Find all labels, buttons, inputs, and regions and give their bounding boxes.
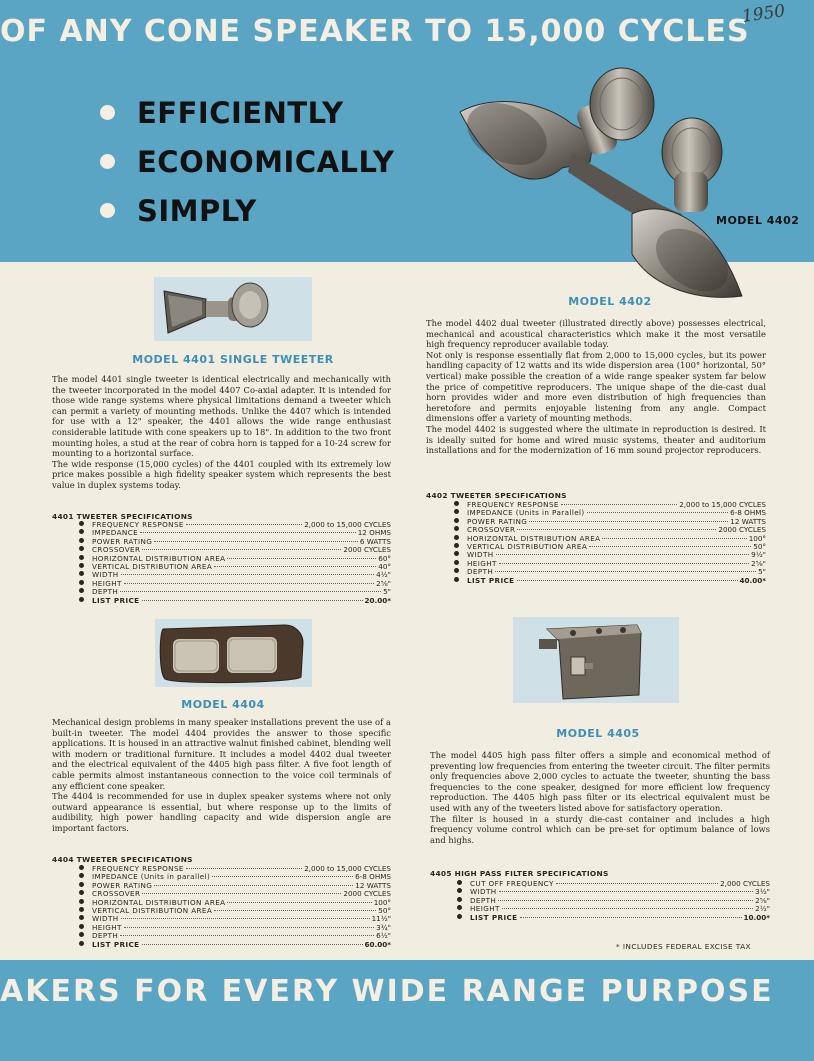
bullet-dot-icon: [457, 897, 462, 902]
spec-value: 12 WATTS: [355, 880, 391, 890]
spec-value: 6 WATTS: [359, 536, 391, 546]
dot-leader: [120, 935, 374, 936]
model-4402-spec-list: [454, 501, 766, 585]
spec-value: 100°: [748, 533, 766, 543]
filter-4405-photo: [513, 617, 679, 703]
bullet-dot-icon: [454, 568, 459, 573]
spec-label: WIDTH: [92, 914, 119, 924]
model-4405-description: The model 4405 high pass filter offers a simple and economical method of preventing low frequencies from entering the tweeter circuit. The filter permits only frequencies above 2,000 cycles to actuate the tweeter, shunting the bass frequencies to the cone speaker, designed for more efficient low frequency reproduction. The 4405 high pass filter or its electrical equivalent must be used with any of the tweeters listed above for satisfactory operation. The filter is housed in a sturdy die-cast container and includes a high frequency volume control which can be pre-set for optimum balance of lows and highs.: [430, 750, 770, 845]
bullet-economically: ECONOMICALLY: [100, 137, 394, 186]
spec-label: VERTICAL DISTRIBUTION AREA: [467, 541, 588, 551]
bullet-dot-icon: [79, 529, 84, 534]
spec-label: HORIZONTAL DISTRIBUTION AREA: [467, 533, 601, 543]
spec-label: DEPTH: [470, 895, 497, 905]
bullet-dot-icon: [100, 154, 115, 169]
model-4401-spec-list: [79, 521, 391, 605]
spec-row: [454, 560, 766, 568]
dot-leader: [496, 554, 750, 555]
dot-leader: [561, 504, 677, 505]
dot-leader: [154, 541, 358, 542]
spec-label: HORIZONTAL DISTRIBUTION AREA: [92, 553, 226, 563]
handwritten-year-note: 1950: [740, 1, 787, 27]
bullet-dot-icon: [454, 543, 459, 548]
dot-leader: [214, 910, 376, 911]
spec-value: 3½": [755, 887, 770, 897]
spec-label: FREQUENCY RESPONSE: [92, 864, 184, 873]
spec-value: 2½": [755, 904, 770, 914]
dot-leader: [227, 902, 371, 903]
spec-row: [457, 880, 770, 888]
model-4402-title: MODEL 4402: [568, 295, 652, 308]
benefit-bullets: [100, 88, 394, 235]
spec-row: [79, 941, 391, 949]
dot-leader: [212, 876, 353, 877]
model-4401-title: MODEL 4401 SINGLE TWEETER: [132, 353, 334, 366]
model-4401-spec-title: 4401 TWEETER SPECIFICATIONS: [52, 512, 193, 521]
bullet-dot-icon: [79, 555, 84, 560]
spec-value: 2000 CYCLES: [343, 889, 391, 899]
spec-value: 9½": [751, 550, 766, 560]
dot-leader: [142, 893, 341, 894]
bullet-dot-icon: [79, 563, 84, 568]
spec-value: 40°: [378, 561, 391, 571]
bullet-dot-icon: [79, 924, 84, 929]
hero-model-label: MODEL 4402: [716, 214, 800, 227]
spec-value: 2,000 CYCLES: [720, 879, 770, 888]
dot-leader: [520, 917, 742, 918]
spec-value: 4½": [376, 570, 391, 580]
spec-value: 2⅝": [376, 578, 391, 588]
bullet-dot-icon: [79, 597, 84, 602]
dot-leader: [142, 944, 363, 945]
spec-value: 60.00*: [364, 939, 391, 949]
spec-label: HORIZONTAL DISTRIBUTION AREA: [92, 897, 226, 907]
top-banner: [0, 0, 814, 262]
dot-leader: [529, 521, 728, 522]
bullet-dot-icon: [79, 865, 84, 870]
bullet-dot-icon: [79, 899, 84, 904]
spec-row: [79, 597, 391, 605]
spec-row: [79, 907, 391, 915]
model-4405-spec-title: 4405 HIGH PASS FILTER SPECIFICATIONS: [430, 869, 609, 878]
spec-value: 3¾": [376, 922, 391, 932]
bullet-dot-icon: [79, 538, 84, 543]
dot-leader: [502, 908, 753, 909]
spec-row: [79, 580, 391, 588]
spec-label: VERTICAL DISTRIBUTION AREA: [92, 905, 213, 915]
dot-leader: [120, 591, 381, 592]
dot-leader: [154, 885, 353, 886]
model-4402-spec-title: 4402 TWEETER SPECIFICATIONS: [426, 491, 567, 500]
spec-label: HEIGHT: [92, 578, 122, 588]
bullet-dot-icon: [79, 873, 84, 878]
dot-leader: [556, 883, 718, 884]
bullet-dot-icon: [79, 882, 84, 887]
spec-value: 2,000 to 15,000 CYCLES: [304, 864, 391, 873]
dot-leader: [589, 546, 751, 547]
spec-label: WIDTH: [92, 570, 119, 580]
spec-row: [79, 915, 391, 923]
bullet-simply: SIMPLY: [100, 186, 394, 235]
bullet-dot-icon: [454, 518, 459, 523]
bullet-dot-icon: [454, 526, 459, 531]
bullet-efficiently: EFFICIENTLY: [100, 88, 394, 137]
bullet-dot-icon: [454, 509, 459, 514]
bullet-dot-icon: [457, 905, 462, 910]
bullet-dot-icon: [454, 577, 459, 582]
spec-row: [457, 897, 770, 905]
dual-tweeter-4402-image: [452, 64, 752, 304]
bullet-dot-icon: [100, 105, 115, 120]
spec-label: POWER RATING: [467, 516, 528, 526]
spec-row: [79, 924, 391, 932]
spec-label: IMPEDANCE (Units in parallel): [92, 872, 211, 882]
spec-row: [79, 571, 391, 579]
spec-value: 40.00*: [739, 575, 766, 585]
dot-leader: [142, 549, 341, 550]
bullet-dot-icon: [454, 535, 459, 540]
dot-leader: [227, 558, 376, 559]
dot-leader: [124, 927, 374, 928]
spec-label: DEPTH: [467, 567, 494, 577]
spec-value: 2,000 to 15,000 CYCLES: [304, 520, 391, 529]
dot-leader: [140, 532, 356, 533]
spec-label: LIST PRICE: [470, 912, 518, 922]
bullet-dot-icon: [79, 588, 84, 593]
model-4405-title: MODEL 4405: [556, 727, 640, 740]
dot-leader: [142, 600, 363, 601]
bullet-dot-icon: [79, 907, 84, 912]
tweeter-4401-photo: [154, 277, 312, 341]
spec-label: LIST PRICE: [467, 575, 515, 585]
model-4405-spec-list: [457, 880, 770, 922]
spec-value: 6-8 OHMS: [730, 508, 766, 518]
spec-row: [454, 543, 766, 551]
spec-value: 2000 CYCLES: [718, 525, 766, 535]
spec-value: 6½": [376, 931, 391, 941]
bullet-dot-icon: [457, 914, 462, 919]
spec-value: 5": [383, 587, 391, 597]
spec-value: 50°: [378, 905, 391, 915]
dot-leader: [186, 524, 302, 525]
spec-value: 2⅝": [751, 558, 766, 568]
spec-label: DEPTH: [92, 931, 119, 941]
spec-label: HEIGHT: [92, 922, 122, 932]
spec-row: [457, 914, 770, 922]
spec-label: FREQUENCY RESPONSE: [92, 520, 184, 529]
dot-leader: [121, 574, 375, 575]
spec-label: CROSSOVER: [92, 889, 141, 899]
spec-value: 11½": [371, 914, 391, 924]
dot-leader: [499, 891, 754, 892]
bullet-dot-icon: [79, 571, 84, 576]
spec-value: 20.00*: [364, 595, 391, 605]
dot-leader: [517, 580, 738, 581]
model-4404-description: Mechanical design problems in many speaker installations prevent the use of a built-in tweeter. The model 4404 provides the answer to those specific applications. It is housed in an attractive walnut finished cabinet, blending well with modern or traditional furniture. It includes a model 4402 dual tweeter and the electrical equivalent of the 4405 high pass filter. A five foot length of cable permits almost instantaneous connection to the voice coil terminals of any efficient cone speaker. The 4404 is recommended for use in duplex speaker systems where not only outward appearance is essential, but where response up to the limits of audibility, high power handling capacity and wide dispersion angle are important factors.: [52, 717, 391, 833]
model-4404-spec-title: 4404 TWEETER SPECIFICATIONS: [52, 855, 193, 864]
dot-leader: [499, 563, 749, 564]
spec-label: VERTICAL DISTRIBUTION AREA: [92, 561, 213, 571]
model-4404-spec-list: [79, 865, 391, 949]
bullet-dot-icon: [79, 915, 84, 920]
bullet-dot-icon: [79, 580, 84, 585]
dot-leader: [214, 566, 376, 567]
model-4401-description: The model 4401 single tweeter is identical electrically and mechanically with the tweeter incorporated in the model 4407 Co-axial adapter. It is intended for those wide range systems where physical limitations demand a tweeter which can permit a variety of mounting methods. Unlike the 4407 which is intended for use with a 12" speaker, the 4401 allows the wide range enthusiast considerable latitude with cone speakers up to 18". In addition to the two front mounting holes, a stud at the rear of cobra horn is tapped for a 10-24 screw for mounting to a horizontal surface. The wide response (15,000 cycles) of the 4401 coupled with its extremely low price makes possible a high fidelity speaker system which represents the best value in duplex systems today.: [52, 374, 391, 490]
spec-label: LIST PRICE: [92, 595, 140, 605]
bullet-dot-icon: [454, 551, 459, 556]
spec-row: [454, 551, 766, 559]
bullet-dot-icon: [79, 521, 84, 526]
bottom-banner: [0, 960, 814, 1061]
spec-value: 5": [758, 567, 766, 577]
spec-label: WIDTH: [470, 887, 497, 897]
spec-label: HEIGHT: [470, 904, 500, 914]
bullet-dot-icon: [79, 890, 84, 895]
spec-row: [457, 888, 770, 896]
spec-value: 12 OHMS: [357, 528, 391, 538]
dot-leader: [124, 583, 374, 584]
spec-value: 100°: [373, 897, 391, 907]
bullet-dot-icon: [79, 932, 84, 937]
spec-value: 10.00*: [743, 912, 770, 922]
spec-value: 2,000 to 15,000 CYCLES: [679, 500, 766, 509]
spec-value: 2000 CYCLES: [343, 545, 391, 555]
spec-label: FREQUENCY RESPONSE: [467, 500, 559, 509]
dot-leader: [186, 868, 302, 869]
dot-leader: [498, 900, 753, 901]
spec-label: POWER RATING: [92, 880, 153, 890]
dot-leader: [602, 538, 746, 539]
spec-label: IMPEDANCE: [92, 528, 139, 538]
bullet-dot-icon: [454, 560, 459, 565]
spec-label: HEIGHT: [467, 558, 497, 568]
model-4404-title: MODEL 4404: [181, 698, 265, 711]
spec-label: IMPEDANCE (Units in Parallel): [467, 508, 585, 518]
model-4402-description: The model 4402 dual tweeter (illustrated directly above) possesses electrical, mechanical and acoustical characteristics which make it the most versatile high frequency reproducer available today. Not only is response essentially flat from 2,000 to 15,000 cycles, but its power handling capacity of 12 watts and its wide dispersion area (100° horizontal, 50° vertical) make possible the creation of a wide range speaker system far below the price of competitive reproducers. The unique shape of the die-cast dual horn provides wider and more even distribution of high frequencies than heretofore and permits enjoyable listening from any angle. Compact dimensions offer a variety of mounting methods. The model 4402 is suggested where the ultimate in reproduction is desired. It is ideally suited for home and wired music systems, theater and auditorium installations and for the modernization of 16 mm sound projector reproducers.: [426, 318, 766, 456]
spec-label: WIDTH: [467, 550, 494, 560]
dot-leader: [587, 512, 729, 513]
spec-row: [79, 563, 391, 571]
dot-leader: [517, 529, 716, 530]
spec-value: 12 WATTS: [730, 516, 766, 526]
spec-label: POWER RATING: [92, 536, 153, 546]
spec-value: 50°: [753, 541, 766, 551]
spec-label: CUT OFF FREQUENCY: [470, 879, 554, 888]
bullet-dot-icon: [79, 941, 84, 946]
spec-label: CROSSOVER: [467, 525, 516, 535]
spec-label: CROSSOVER: [92, 545, 141, 555]
headline: OF ANY CONE SPEAKER TO 15,000 CYCLES: [0, 14, 750, 49]
dot-leader: [495, 571, 756, 572]
bullet-dot-icon: [457, 880, 462, 885]
spec-value: 60°: [378, 553, 391, 563]
bullet-dot-icon: [457, 888, 462, 893]
footer-tagline: AKERS FOR EVERY WIDE RANGE PURPOSE: [0, 974, 774, 1009]
bullet-dot-icon: [100, 203, 115, 218]
tweeter-4404-cabinet-photo: [155, 619, 312, 687]
spec-row: [454, 577, 766, 585]
spec-value: 2⅝": [755, 895, 770, 905]
spec-label: LIST PRICE: [92, 939, 140, 949]
excise-tax-footnote: * INCLUDES FEDERAL EXCISE TAX: [616, 942, 752, 951]
bullet-dot-icon: [454, 501, 459, 506]
spec-label: DEPTH: [92, 587, 119, 597]
spec-value: 6-8 OHMS: [355, 872, 391, 882]
dot-leader: [121, 918, 370, 919]
bullet-dot-icon: [79, 546, 84, 551]
